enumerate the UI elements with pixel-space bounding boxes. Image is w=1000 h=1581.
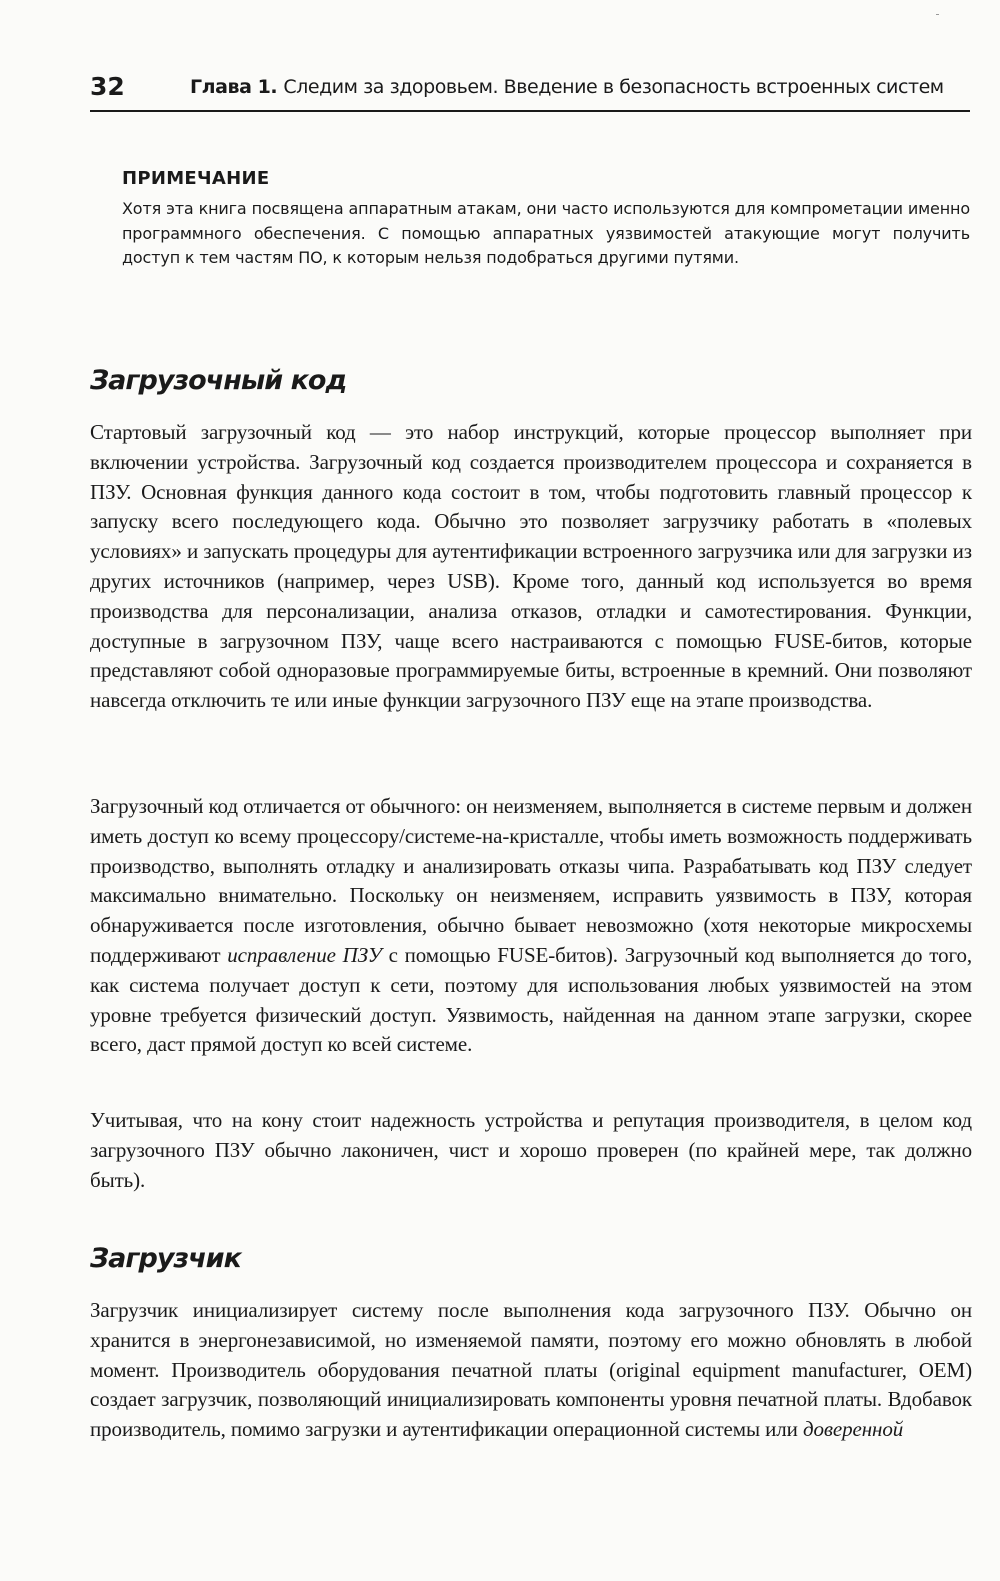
paragraph: Учитывая, что на кону стоит надежность устройства и репутация производителя, в целом код загрузочного ПЗУ обычно лаконичен, чист и хорошо проверен (по крайней мере, так должно быть). (90, 1108, 972, 1192)
section-heading-bootloader: Загрузчик (90, 1243, 241, 1274)
emphasis-text: исправление ПЗУ (227, 942, 382, 967)
emphasis-text: доверенной (802, 1417, 904, 1442)
paragraph-text: Загрузочный код отличается от обычного: он неизменяем, выполняется в системе первым и должен иметь доступ ко всему процессору/системе-на-кристалле, чтобы иметь возможность поддерживать производство, выполнять отладку и анализировать отказы чипа. Разрабатывать код ПЗУ следует максимально внимательно. Поскольку он неизменяем, исправить уязвимость в ПЗУ, которая обнаруживается после изготовления, обычно бывает невозможно (хотя некоторые микросхемы поддерживают (90, 794, 972, 967)
note-box (122, 168, 970, 271)
note-title: ПРИМЕЧАНИЕ (122, 168, 270, 189)
page-header (90, 68, 970, 112)
section-heading-boot-code: Загрузочный код (90, 365, 347, 396)
paragraph-text: Загрузчик инициализирует систему после выполнения кода загрузочного ПЗУ. Обычно он хранится в энергонезависимой, но изменяемой памяти, поэтому его можно обновлять в любой момент. Производитель оборудования печатной платы (original equipment manufacturer, OEM) создает загрузчик, позволяющий инициализировать компоненты уровня печатной платы. Вдобавок производитель, помимо загрузки и аутентификации операционной системы или (90, 1298, 972, 1442)
paragraph-text: с помощью FUSE-битов). Загрузочный код выполняется до того, как система получает доступ к сети, поэтому для использования любых уязвимостей на этом уровне требуется физический доступ. Уязвимость, найденная на данном этапе загрузки, скорее всего, даст прямой доступ ко всей системе. (90, 942, 973, 1057)
paragraph (90, 1296, 972, 1445)
running-title (190, 76, 944, 98)
paragraph: Стартовый загрузочный код — это набор инструкций, которые процессор выполняет при включении устройства. Загрузочный код создается производителем процессора и сохраняется в ПЗУ. Основная функция данного кода состоит в том, чтобы подготовить главный процессор к запуску всего последующего кода. Обычно это позволяет загрузчику работать в «полевых условиях» и запускать процедуры для аутентификации встроенного загрузчика или для загрузки из других источников (например, через USB). Кроме того, данный код используется во время производства для персонализации, анализа отказов, отладки и самотестирования. Функции, доступные в загрузочном ПЗУ, чаще всего настраиваются с помощью FUSE-битов, которые представляют собой одноразовые программируемые биты, встроенные в кремний. Они позволяют навсегда отключить те или иные функции загрузочного ПЗУ еще на этапе производства. (90, 420, 972, 713)
chapter-title: Следим за здоровьем. Введение в безопасность встроенных систем (283, 76, 944, 98)
chapter-label: Глава 1. (190, 76, 278, 98)
speck (936, 14, 939, 15)
paragraph (90, 792, 972, 1060)
note-text: Хотя эта книга посвящена аппаратным атакам, они часто используются для компрометации именно программного обеспечения. С помощью аппаратных уязвимостей атакующие могут получить доступ к тем частям ПО, к которым нельзя подобраться другими путями. (122, 199, 970, 267)
page-number: 32 (90, 72, 125, 101)
